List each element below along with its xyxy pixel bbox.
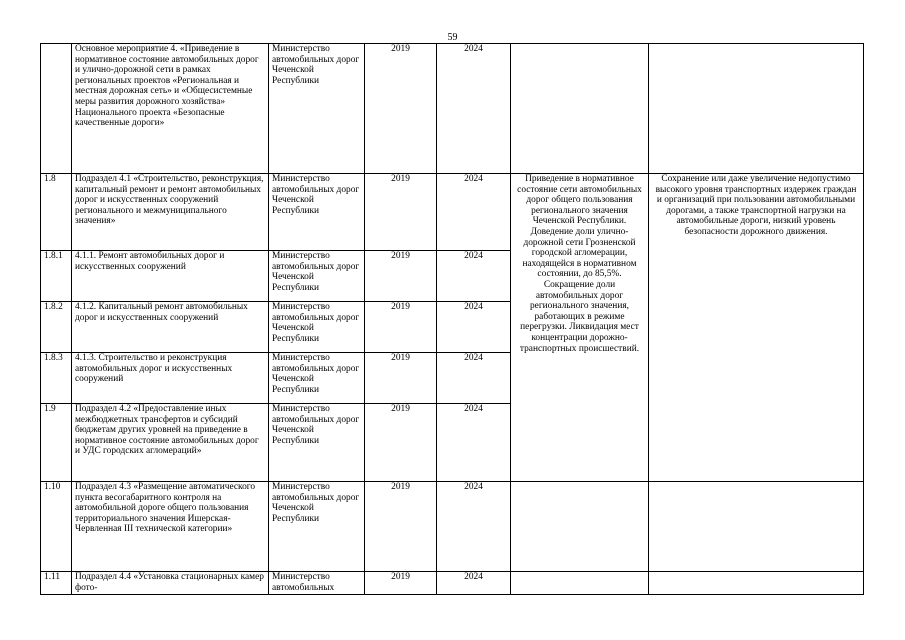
measure-name: Подраздел 4.1 «Строительство, реконструкция, капитальный ремонт и ремонт автомобильных дорог и искусственных сооружений регионального и межмуниципального значения» bbox=[72, 174, 269, 251]
expected-result-cell bbox=[511, 572, 649, 595]
expected-result: Приведение в нормативное состояние сети автомобильных дорог общего пользования регионального значения Чеченской Республики. Доведение доли улично-дорожной сети Грозненской городской агломерации, находящейся в нормативном состоянии, до 85,5%. Сокращение доли автомобильных дорог регионального значения, работающих в режиме перегрузки. Ликвидация мест концентрации дорожно-транспортных происшествий. bbox=[511, 174, 649, 482]
measure-name: 4.1.2. Капитальный ремонт автомобильных дорог и искусственных сооружений bbox=[72, 302, 269, 353]
row-number: 1.8.2 bbox=[41, 302, 72, 353]
expected-result-cell bbox=[511, 44, 649, 174]
executor: Министерство автомобильных дорог Чеченской Республики bbox=[269, 353, 365, 404]
end-year: 2024 bbox=[437, 251, 511, 302]
risk-consequence: Сохранение или даже увеличение недопустимо высокого уровня транспортных издержек граждан и организаций при пользовании автомобильными дорогами, а также транспортной нагрузки на автомобильные дороги, низкий уровень безопасности дорожного движения. bbox=[649, 174, 864, 482]
start-year: 2019 bbox=[365, 482, 437, 572]
measure-name: Подраздел 4.3 «Размещение автоматического пункта весогабаритного контроля на автомобильной дороге общего пользования территориального значения Ишерская-Червленная III технической категории» bbox=[72, 482, 269, 572]
executor: Министерство автомобильных дорог Чеченской Республики bbox=[269, 482, 365, 572]
page-number: 59 bbox=[447, 32, 458, 43]
start-year: 2019 bbox=[365, 251, 437, 302]
end-year: 2024 bbox=[437, 404, 511, 482]
executor: Министерство автомобильных дорог Чеченской Республики bbox=[269, 302, 365, 353]
executor: Министерство автомобильных bbox=[269, 572, 365, 595]
executor: Министерство автомобильных дорог Чеченской Республики bbox=[269, 174, 365, 251]
executor: Министерство автомобильных дорог Чеченской Республики bbox=[269, 251, 365, 302]
measure-name: Основное мероприятие 4. «Приведение в нормативное состояние автомобильных дорог и улично-дорожной сети в рамках региональных проектов «Региональная и местная дорожная сеть» и «Общесистемные меры развития дорожного хозяйства» Национального проекта «Безопасные качественные дороги» bbox=[72, 44, 269, 174]
measure-name: Подраздел 4.2 «Предоставление иных межбюджетных трансфертов и субсидий бюджетам других уровней на приведение в нормативное состояние автомобильных дорог и УДС городских агломераций» bbox=[72, 404, 269, 482]
start-year: 2019 bbox=[365, 44, 437, 174]
start-year: 2019 bbox=[365, 302, 437, 353]
row-number: 1.11 bbox=[41, 572, 72, 595]
row-number: 1.8 bbox=[41, 174, 72, 251]
row-number: 1.8.1 bbox=[41, 251, 72, 302]
start-year: 2019 bbox=[365, 353, 437, 404]
end-year: 2024 bbox=[437, 44, 511, 174]
consequence-cell bbox=[649, 44, 864, 174]
end-year: 2024 bbox=[437, 353, 511, 404]
table-row bbox=[41, 572, 864, 595]
consequence-cell bbox=[649, 572, 864, 595]
end-year: 2024 bbox=[437, 174, 511, 251]
executor: Министерство автомобильных дорог Чеченской Республики bbox=[269, 404, 365, 482]
start-year: 2019 bbox=[365, 174, 437, 251]
measure-name: 4.1.1. Ремонт автомобильных дорог и искусственных сооружений bbox=[72, 251, 269, 302]
program-measures-table bbox=[40, 43, 864, 595]
end-year: 2024 bbox=[437, 572, 511, 595]
expected-result-cell bbox=[511, 482, 649, 572]
measure-name: 4.1.3. Строительство и реконструкция автомобильных дорог и искусственных сооружений bbox=[72, 353, 269, 404]
row-number: 1.10 bbox=[41, 482, 72, 572]
measure-name: Подраздел 4.4 «Установка стационарных камер фото- bbox=[72, 572, 269, 595]
row-number: 1.9 bbox=[41, 404, 72, 482]
table-row bbox=[41, 44, 864, 174]
row-number: 1.8.3 bbox=[41, 353, 72, 404]
table-row bbox=[41, 174, 864, 251]
start-year: 2019 bbox=[365, 404, 437, 482]
table-row bbox=[41, 482, 864, 572]
consequence-cell bbox=[649, 482, 864, 572]
end-year: 2024 bbox=[437, 302, 511, 353]
executor: Министерство автомобильных дорог Чеченской Республики bbox=[269, 44, 365, 174]
start-year: 2019 bbox=[365, 572, 437, 595]
end-year: 2024 bbox=[437, 482, 511, 572]
row-number bbox=[41, 44, 72, 174]
